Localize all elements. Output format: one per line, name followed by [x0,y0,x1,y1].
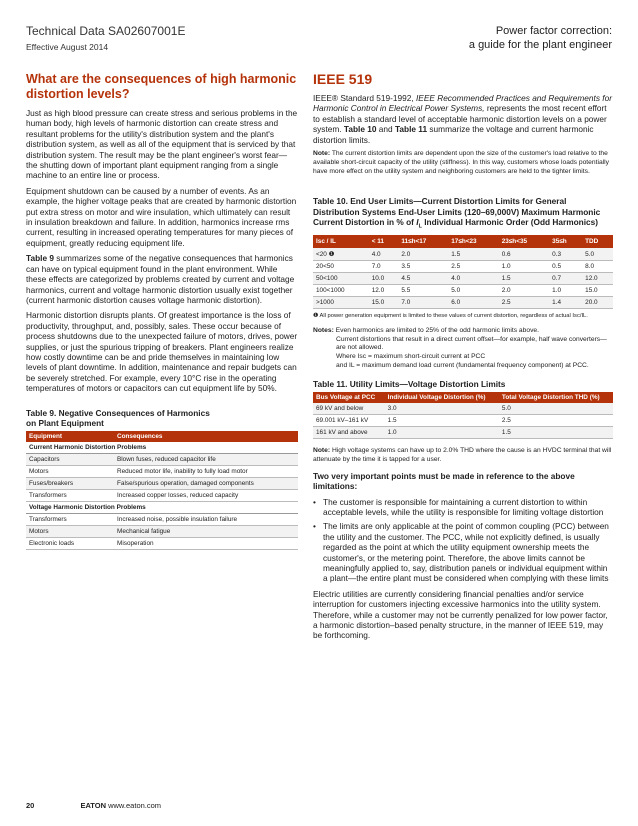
table-row [26,478,298,490]
table10-title-text: Individual Harmonic Order (Odd Harmonics) [421,217,599,228]
table10-cell: 1.0 [549,285,582,297]
paragraph [26,253,298,305]
table10-cell: 0.7 [549,273,582,285]
table9-title [26,408,298,429]
table10-header: 23≤h<35 [499,235,549,248]
table10-header: TDD [582,235,613,248]
table-row [313,261,613,273]
notes-label: Notes: [313,326,334,334]
table9-equipment-cell: Fuses/breakers [26,478,114,490]
table10-cell: 2.5 [448,261,498,273]
intro-text: summarize the voltage and current harmonic distortion limits. [313,124,594,145]
table9-title-line1: Table 9. Negative Consequences of Harmonics [26,407,210,418]
table10-cell: 15.0 [369,297,399,309]
note-text: High voltage systems can have up to 2.0% THD where the cause is an HVDC terminal that will attenuate by the time it is tapped for a user. [313,447,612,463]
table11-header: Total Voltage Distortion THD (%) [499,392,613,403]
table11 [313,392,613,439]
table-row [26,514,298,526]
table11-cell: 1.5 [499,427,613,439]
list-item: • The customer is responsible for maintaining a current distortion to within acceptable levels, while the utility is responsible for limiting voltage distortion [313,497,613,518]
paragraph-text: summarizes some of the negative consequences that harmonics can have on typical equipment found in the plant environment. While these effects are categorized by problems created by current and voltage harmonics, current and voltage harmonic distortion usually exist together (current harmonic distortion causes voltage harmonic distortion). [26,253,295,305]
section-heading-ieee519: IEEE 519 [313,71,373,87]
table11-cell: 1.5 [385,415,499,427]
table-row [26,466,298,478]
paragraph: Just as high blood pressure can create stress and serious problems in the human body, high levels of harmonic distortion can create stress and resultant problems for the utility's distribution system and the plant's distribution system, as well as all of the equipment that is serviced by that distribution system. The result may be the plant engineer's worst fear—the shutting down of important plant equipment ranging from a single machine to an entire line or process. [26,108,298,181]
table10-cell: 5.5 [398,285,448,297]
table9-equipment-cell: Electronic loads [26,538,114,550]
table9-consequence-cell: Increased copper losses, reduced capacity [114,490,298,502]
table-row [26,526,298,538]
table9-equipment-cell: Transformers [26,514,114,526]
table10-cell: >1000 [313,297,369,309]
table10-cell: 100<1000 [313,285,369,297]
table11-header: Individual Voltage Distortion (%) [385,392,499,403]
table11-cell: 1.0 [385,427,499,439]
effective-date: Effective August 2014 [26,42,109,52]
list-item: • The limits are only applicable at the point of common coupling (PCC) between the utility and the customer. The PCC, while not explicitly defined, is usually regarded as the point at which the utility equipment ownership meets the customer's, or the metering point. Therefore, the above limits cannot be meaningfully applied to, say, distribution panels or individual equipment within a plant—the entire plant must be considered when complying with these limits [313,521,613,583]
table-row [313,297,613,309]
table-row [26,490,298,502]
table10-cell: 15.0 [582,285,613,297]
table10-cell: 20.0 [582,297,613,309]
table9-col-equipment: Equipment [26,431,114,442]
paragraph: Harmonic distortion disrupts plants. Of greatest importance is the loss of productivity, throughput, and, possibly, sales. These occur because of process shutdowns due to the unexpected failure of motors, drives, power supplies, or just the spurious tripping of breakers. Plant engineers realize how costly downtime can be and pride themselves in maintaining low levels of plant downtime. In addition, maintenance and repair budgets can be severely stretched. For example, every 10°C rise in the operating temperatures of motors or capacitors can cut equipment life by 50%. [26,310,298,394]
notes-harmonics [313,327,613,371]
table-row [26,538,298,550]
intro-text: and [376,124,395,135]
table10-cell: 0.5 [549,261,582,273]
table-row [313,273,613,285]
table11-ref: Table 11 [394,124,428,135]
table10-title-il-sub: L [418,223,422,230]
table10-cell: 4.0 [448,273,498,285]
table10-cell: 0.3 [549,248,582,261]
table10-header: 17≤h<23 [448,235,498,248]
table10-cell: 7.0 [398,297,448,309]
intro-text: represents the most recent effort to establish a standard level of acceptable harmonic distortion levels on a power system. [313,103,607,135]
table11-cell: 69.001 kV–161 kV [313,415,385,427]
notes-line: Current distortions that result in a direct current offset—for example, half wave converters—are not allowed. [336,335,607,352]
paragraph: Equipment shutdown can be caused by a number of events. As an example, the higher voltage peaks that are created by harmonic distortion put extra stress on motor and wire insulation, which ultimately can result in insulation breakdown and failure. In addition, harmonics increase rms current, resulting in increased operating temperatures for many pieces of equipment, greatly reducing equipment life. [26,185,297,248]
eaton-logo: EATON [80,801,106,810]
table10-title-il: I [416,217,419,228]
table9-equipment-cell: Transformers [26,490,114,502]
notes-line: Even harmonics are limited to 25% of the odd harmonic limits above. [333,326,539,334]
table10-cell: 12.0 [369,285,399,297]
table9-consequence-cell: Misoperation [114,538,298,550]
table10-cell: 12.0 [582,273,613,285]
table-row [313,285,613,297]
table9-consequence-cell: Increased noise, possible insulation failure [114,514,298,526]
table10-cell: 3.5 [398,261,448,273]
table9-ref: Table 9 [26,253,54,264]
table10 [313,235,613,309]
table10-cell: 1.5 [499,273,549,285]
table10-footnote: ❶ All power generation equipment is limited to these values of current distortion, regardless of actual Isc/IL. [313,313,588,320]
table10-cell: 1.4 [549,297,582,309]
table10-cell: <20 ❶ [313,248,369,261]
section-heading-consequences: What are the consequences of high harmonic distortion levels? [26,72,297,101]
note-hvdc [313,447,613,465]
table10-cell: 1.5 [448,248,498,261]
intro-text: IEEE® Standard 519-1992, [313,93,416,103]
page-number: 20 [26,801,35,810]
notes-line: and IL = maximum demand load current (fundamental frequency component) at PCC. [336,361,589,369]
table-row [313,427,613,439]
table9-group-voltage: Voltage Harmonic Distortion Problems [26,502,298,514]
footer [26,801,161,810]
table10-ref: Table 10 [343,124,377,135]
table10-cell: 2.5 [499,297,549,309]
doc-title: Technical Data SA02607001E [26,24,186,38]
ieee-intro [313,93,613,145]
note-label: Note: [313,150,331,158]
table9-group-current: Current Harmonic Distortion Problems [26,442,298,454]
table11-cell: 2.5 [499,415,613,427]
table10-cell: 7.0 [369,261,399,273]
two-points-heading: Two very important points must be made in reference to the above limitations: [313,470,575,492]
table10-cell: 1.0 [499,261,549,273]
table9-col-consequences: Consequences [114,431,298,442]
table10-cell: 10.0 [369,273,399,285]
table11-title: Table 11. Utility Limits—Voltage Distortion Limits [313,378,506,389]
table10-cell: 5.0 [448,285,498,297]
right-column [313,72,613,646]
table9-equipment-cell: Motors [26,466,114,478]
table-row [313,403,613,415]
table-row [313,415,613,427]
table11-cell: 5.0 [499,403,613,415]
limitations-list [313,497,613,584]
note-text: The current distortion limits are dependent upon the size of the customer's load relative to the available short-circuit capacity of the utility (stiffness). In this way, customers whose loads potentially have more effect on the utility system and neighboring customers are held to the tighter limits. [313,150,609,175]
table10-cell: 2.0 [398,248,448,261]
table10-header: 11≤h<17 [398,235,448,248]
table9-equipment-cell: Capacitors [26,454,114,466]
note-current-distortion [313,150,613,176]
table10-title [313,196,613,232]
table10-cell: 6.0 [448,297,498,309]
table10-title-text: Table 10. End User Limits—Current Distortion Limits for General Distribution Systems End-User Limits (120–69,000V) Maximum Harmonic Current Distortion in % of [313,196,601,228]
table10-header: 35≤h [549,235,582,248]
closing-paragraph: Electric utilities are currently considering financial penalties and/or service interruption for customers injecting excessive harmonics into the utility system. Therefore, while a customer may not be currently penalized for low power factor, a harmonic distortion–based penalty structure, in the manner of IEEE 519, may be forthcoming. [313,588,608,641]
table9-consequence-cell: False/spurious operation, damaged components [114,478,298,490]
header-right [469,24,612,52]
table-row [313,248,613,261]
table9-title-line2: on Plant Equipment [26,417,104,428]
table10-cell: 2.0 [499,285,549,297]
table10-cell: 0.6 [499,248,549,261]
table11-header: Bus Voltage at PCC [313,392,385,403]
header-right-line2: a guide for the plant engineer [468,39,612,51]
table10-cell: 4.0 [369,248,399,261]
table10-cell: 50<100 [313,273,369,285]
table11-cell: 69 kV and below [313,403,385,415]
table10-cell: 4.5 [398,273,448,285]
table9-consequence-cell: Reduced motor life, inability to fully load motor [114,466,298,478]
header-left [26,24,185,52]
table11-cell: 3.0 [385,403,499,415]
table9-equipment-cell: Motors [26,526,114,538]
table10-cell: 8.0 [582,261,613,273]
table10-cell: 5.0 [582,248,613,261]
table9 [26,431,298,550]
table9-consequence-cell: Mechanical fatigue [114,526,298,538]
table11-cell: 161 kV and above [313,427,385,439]
table9-consequence-cell: Blown fuses, reduced capacitor life [114,454,298,466]
table10-header: Isc / IL [313,235,369,248]
notes-line: Where Isc = maximum short-circuit current at PCC [336,353,486,361]
note-label: Note: [313,447,331,455]
standard-name: IEEE Recommended Practices and Requirements for Harmonic Control in Electrical Power Systems, [313,93,612,114]
table10-header: < 11 [369,235,399,248]
header-right-line1: Power factor correction: [495,25,612,37]
footer-url[interactable]: www.eaton.com [108,801,162,810]
table10-cell: 20<50 [313,261,369,273]
left-column [26,72,298,550]
table-row [26,454,298,466]
